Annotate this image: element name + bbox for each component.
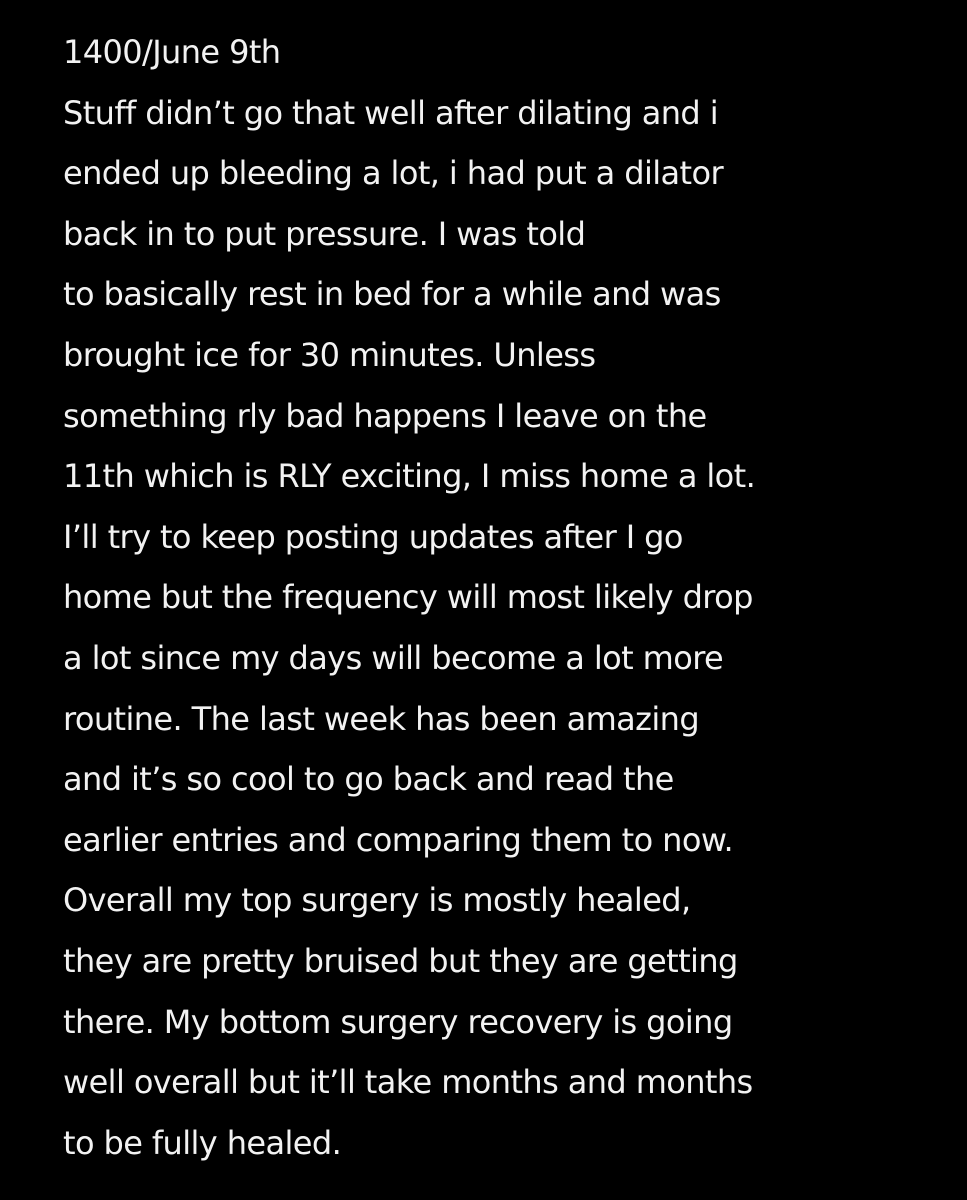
note-line: to basically rest in bed for a while and was: [63, 275, 721, 314]
note-line: earlier entries and comparing them to now.: [63, 820, 734, 859]
note-text-body: [63, 22, 943, 1173]
note-line: home but the frequency will most likely drop: [63, 578, 753, 617]
note-line: there. My bottom surgery recovery is going: [63, 1002, 733, 1041]
note-line: well overall but it’ll take months and months: [63, 1063, 753, 1102]
note-line: routine. The last week has been amazing: [63, 699, 700, 738]
note-title-line: 1400/June 9th: [63, 33, 281, 71]
note-line: Overall my top surgery is mostly healed,: [63, 881, 691, 920]
note-line: a lot since my days will become a lot more: [63, 638, 724, 677]
note-line: I’ll try to keep posting updates after I go: [63, 517, 683, 556]
note-line: ended up bleeding a lot, i had put a dilator: [63, 154, 724, 193]
note-line: something rly bad happens I leave on the: [63, 396, 707, 435]
note-line: they are pretty bruised but they are getting: [63, 941, 738, 980]
note-line: brought ice for 30 minutes. Unless: [63, 335, 596, 374]
note-line: Stuff didn’t go that well after dilating and i: [63, 93, 719, 132]
note-line: 11th which is RLY exciting, I miss home a lot.: [63, 457, 756, 496]
note-line: back in to put pressure. I was told: [63, 214, 586, 253]
note-line: to be fully healed.: [63, 1123, 342, 1162]
note-line: and it’s so cool to go back and read the: [63, 760, 674, 799]
